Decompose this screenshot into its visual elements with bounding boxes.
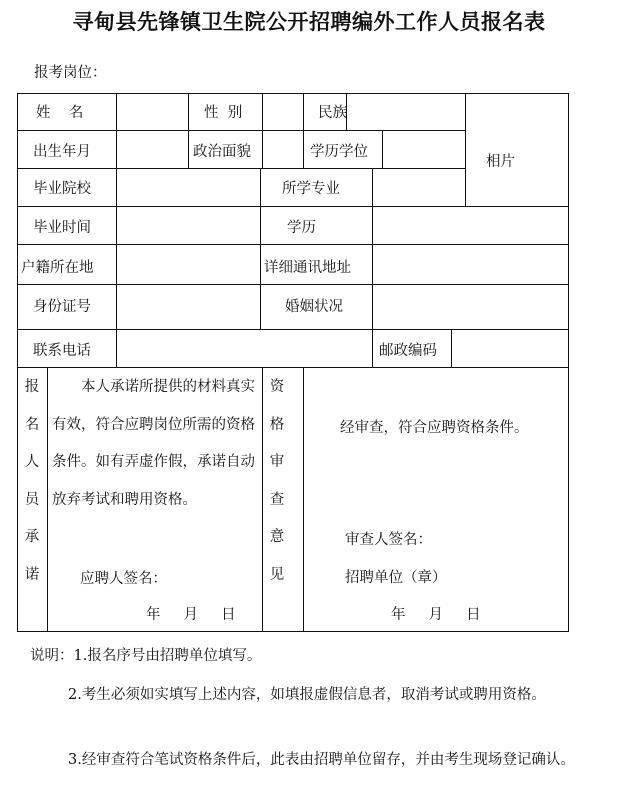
birth-label: 出生年月 <box>33 144 91 160</box>
table-line <box>260 168 261 206</box>
date-right: 年 月 日 <box>391 607 481 623</box>
table-line <box>372 329 373 367</box>
phone-label: 联系电话 <box>33 343 91 359</box>
note-3: 3.经审查符合笔试资格条件后，此表由招聘单位留存，并由考生现场登记确认。 <box>68 752 575 768</box>
table-line <box>17 284 569 285</box>
table-line <box>17 244 569 245</box>
note-2: 2.考生必须如实填写上述内容，如填报虚假信息者，取消考试或聘用资格。 <box>68 687 546 703</box>
table-line <box>17 367 569 368</box>
table-line <box>262 93 263 168</box>
review-vertical-label: 资 格 审 查 意 见 <box>269 379 285 583</box>
reviewer-sign-label: 审查人签名： <box>345 532 432 548</box>
unit-seal-label: 招聘单位（章） <box>345 570 447 586</box>
pledge-vertical-label: 报 名 人 员 承 诺 <box>24 379 40 583</box>
table-line <box>451 329 452 367</box>
form-title: 寻甸县先锋镇卫生院公开招聘编外工作人员报名表 <box>72 10 546 34</box>
table-line <box>372 206 373 329</box>
address-label: 详细通讯地址 <box>264 260 351 276</box>
gender-label: 性 别 <box>204 105 243 121</box>
political-label: 政治面貌 <box>193 144 251 160</box>
ethnicity-label: 民族 <box>318 105 347 121</box>
table-line <box>465 93 466 206</box>
name-label: 姓 名 <box>36 105 84 121</box>
table-line <box>17 631 569 632</box>
table-line <box>17 93 569 94</box>
table-line <box>303 93 304 168</box>
table-line <box>303 367 304 632</box>
pledge-text: 本人承诺所提供的材料真实有效，符合应聘岗位所需的资格条件。如有弄虚作假，承诺自动放弃考试和聘用资格。 <box>52 379 255 509</box>
table-line <box>17 329 569 330</box>
date-left: 年 月 日 <box>146 607 236 623</box>
major-label: 所学专业 <box>282 181 340 197</box>
table-line <box>372 168 373 206</box>
school-label: 毕业院校 <box>33 181 91 197</box>
review-text: 经审查，符合应聘资格条件。 <box>340 420 529 436</box>
hukou-label: 户籍所在地 <box>21 260 94 276</box>
marital-label: 婚姻状况 <box>285 299 343 315</box>
table-line <box>47 367 48 632</box>
table-line <box>260 206 261 329</box>
table-line <box>17 93 18 632</box>
education-label: 学历 <box>287 220 316 236</box>
grad-time-label: 毕业时间 <box>33 220 91 236</box>
id-label: 身份证号 <box>33 299 91 315</box>
table-line <box>17 206 569 207</box>
degree-label: 学历学位 <box>310 144 368 160</box>
note-1: 说明：1.报名序号由招聘单位填写。 <box>30 648 262 664</box>
table-line <box>568 93 569 632</box>
table-line <box>188 93 189 168</box>
table-line <box>382 130 383 168</box>
position-label: 报考岗位： <box>34 65 107 81</box>
table-line <box>17 168 465 169</box>
table-line <box>17 130 465 131</box>
photo-label: 相片 <box>486 154 515 170</box>
table-line <box>116 93 117 367</box>
postcode-label: 邮政编码 <box>379 343 437 359</box>
table-line <box>262 367 263 632</box>
applicant-sign-label: 应聘人签名： <box>80 571 167 587</box>
